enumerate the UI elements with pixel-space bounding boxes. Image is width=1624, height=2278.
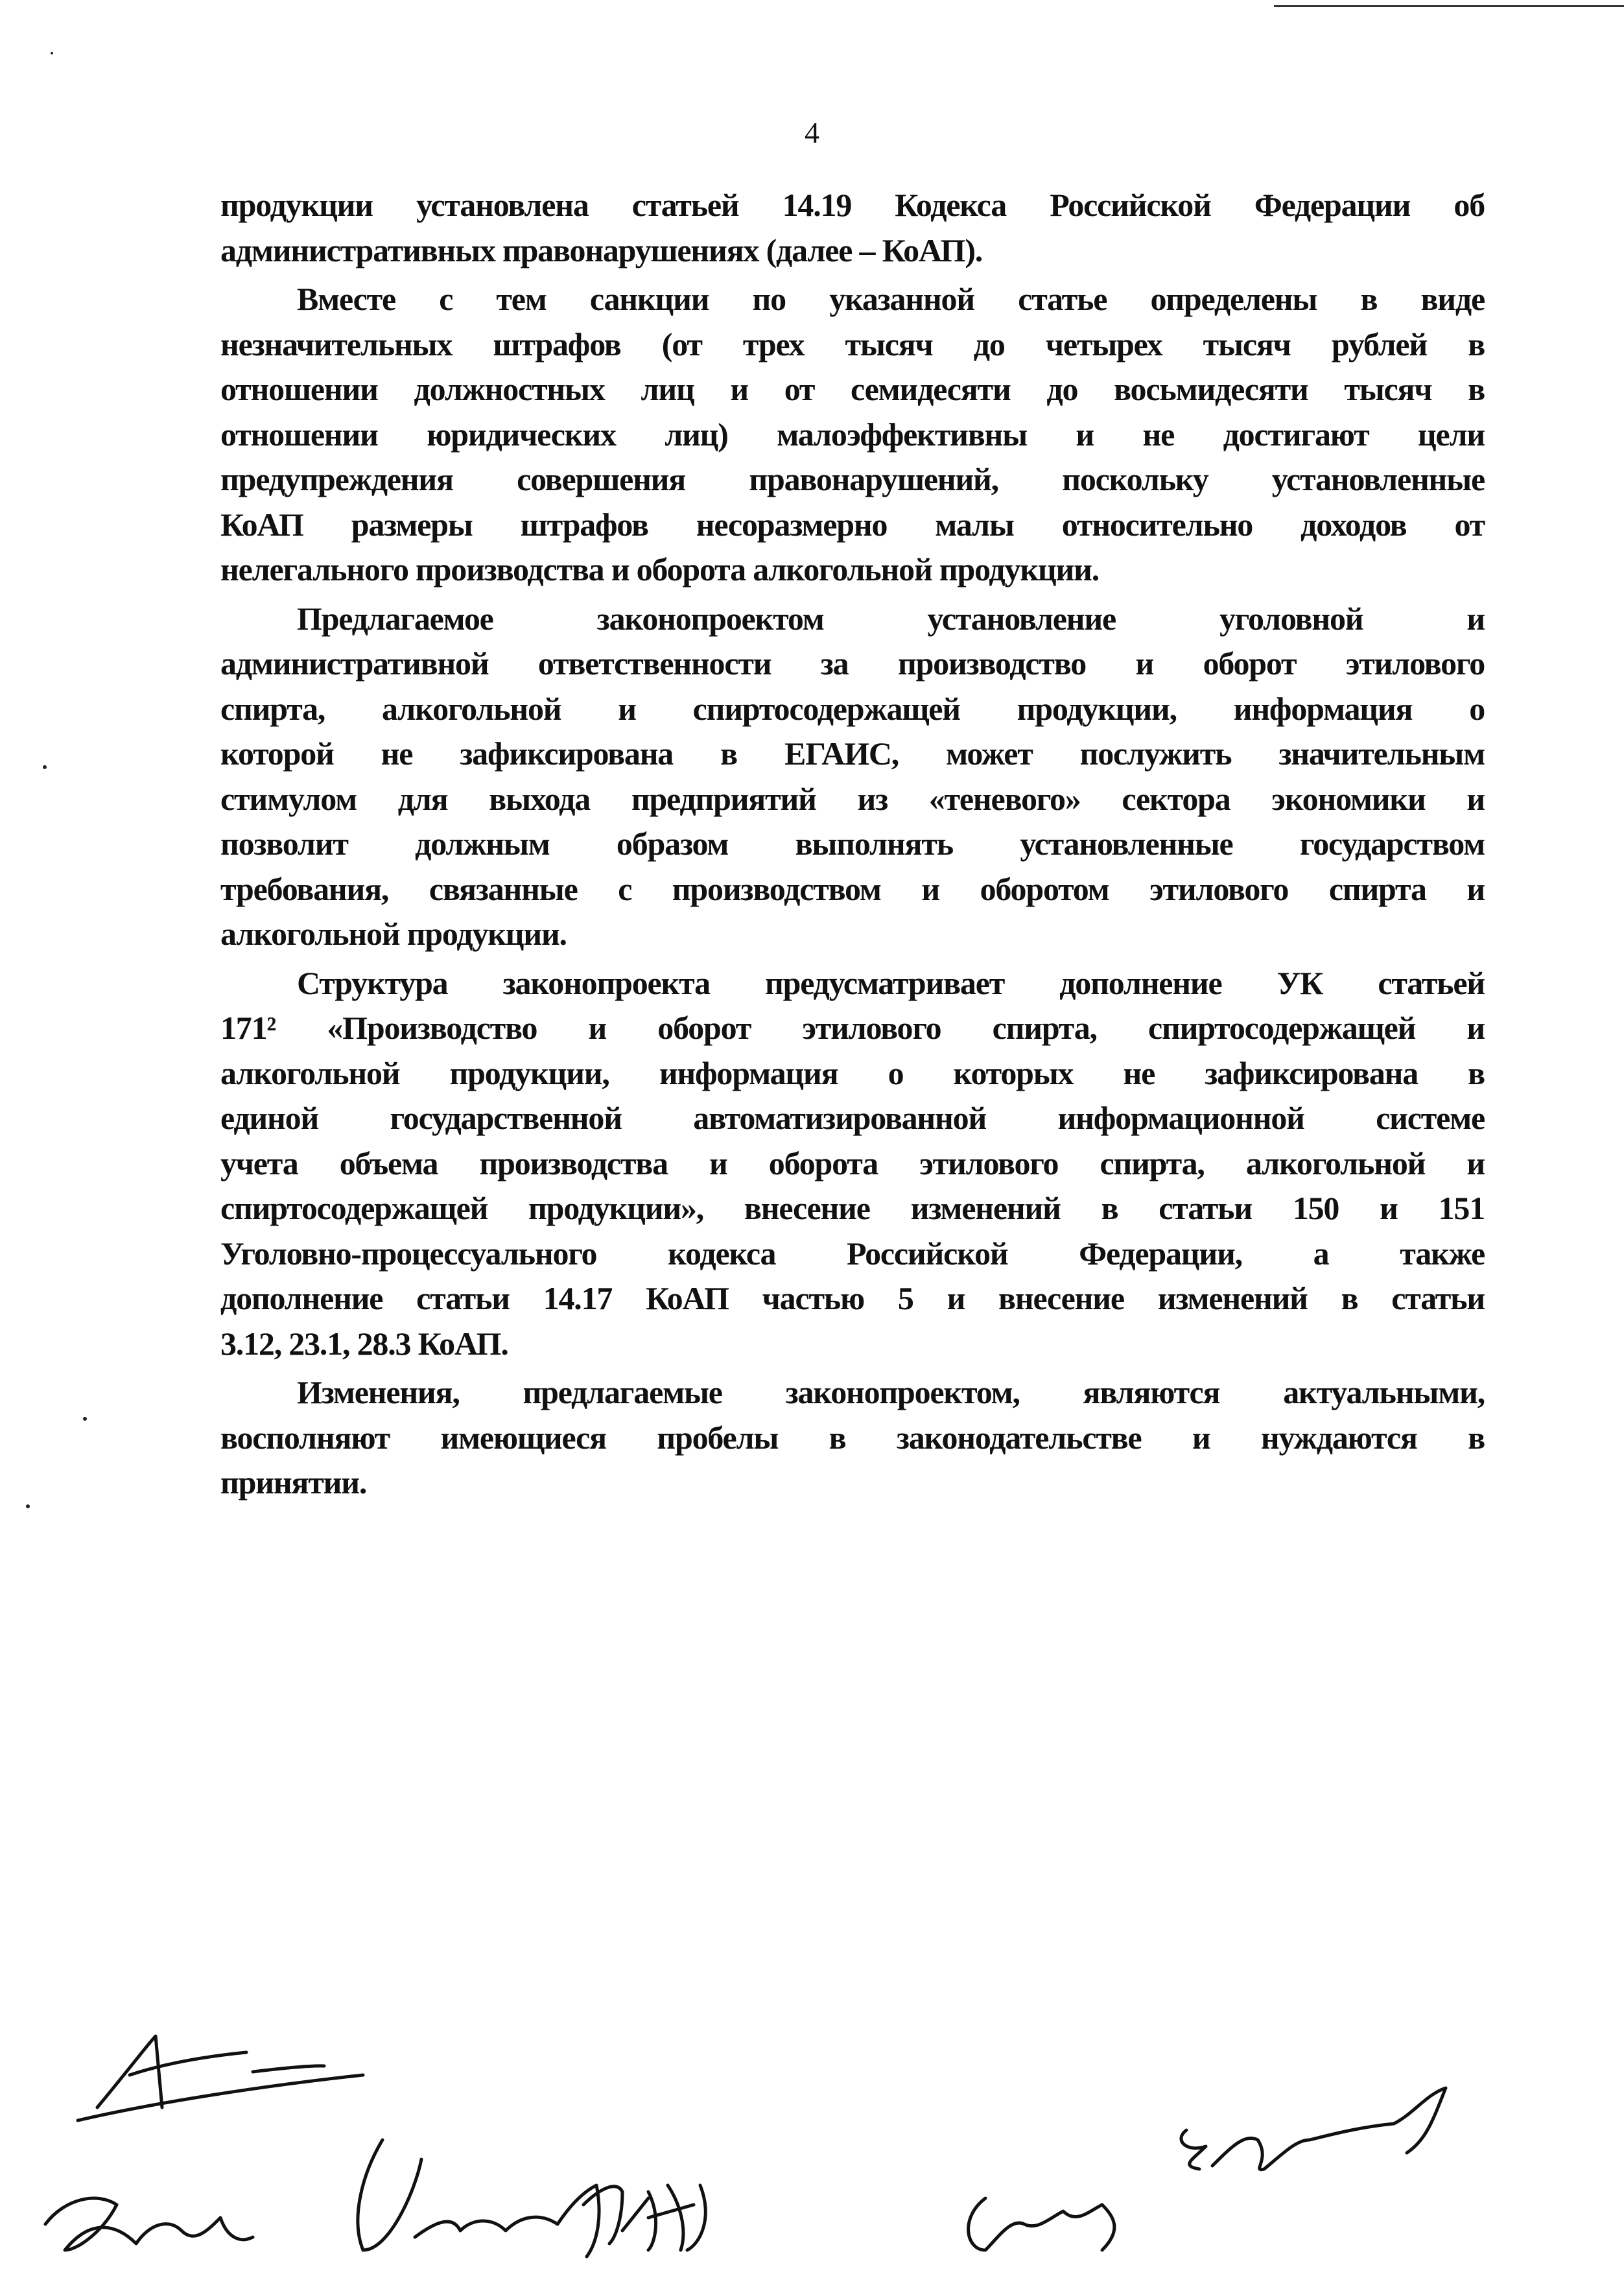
text-line: Предлагаемое законопроектом установление уголовной и [297,600,1485,637]
text-line: позволит должным образом выполнять установленные государством [220,825,1485,862]
text-line: 171² «Производство и оборот этилового спирта, спиртосодержащей и [220,1010,1485,1046]
text-line: единой государственной автоматизированной информационной системе [220,1100,1485,1136]
text-line: Уголовно-процессуального кодекса Российской Федерации, а также [220,1235,1485,1272]
signature-4 [583,2185,705,2250]
text-line: административных правонарушениях (далее – КоАП). [220,231,983,268]
signature-3 [358,2140,599,2257]
text-line: которой не зафиксирована в ЕГАИС, может послужить значительным [220,735,1485,772]
text-line: стимулом для выхода предприятий из «теневого» сектора экономики и [220,780,1485,817]
text-line: административной ответственности за производство и оборот этилового [220,645,1485,682]
signature-6 [1181,2088,1446,2170]
text-line: требования, связанные с производством и оборотом этилового спирта и [220,870,1485,907]
page-number: 4 [805,116,819,149]
text-line: принятии. [220,1464,367,1501]
text-line: Изменения, предлагаемые законопроектом, являются актуальными, [297,1374,1485,1410]
text-line: отношении должностных лиц и от семидесяти до восьмидесяти тысяч в [220,371,1485,407]
text-line: спирта, алкогольной и спиртосодержащей продукции, информация о [220,690,1485,727]
text-line: спиртосодержащей продукции», внесение изменений в статьи 150 и 151 [220,1190,1485,1226]
text-line: дополнение статьи 14.17 КоАП частью 5 и внесение изменений в статьи [220,1280,1485,1316]
text-line: учета объема производства и оборота этилового спирта, алкогольной и [220,1145,1485,1181]
text-line: 3.12, 23.1, 28.3 КоАП. [220,1325,508,1362]
text-line: предупреждения совершения правонарушений, поскольку установленные [220,461,1485,497]
signature-5 [969,2198,1114,2250]
text-line: восполняют имеющиеся пробелы в законодательстве и нуждаются в [220,1419,1485,1456]
text-line: незначительных штрафов (от трех тысяч до четырех тысяч рублей в [220,326,1485,362]
signature-1 [78,2036,363,2120]
text-line: КоАП размеры штрафов несоразмерно малы относительно доходов от [220,506,1485,543]
text-line: Структура законопроекта предусматривает дополнение УК статьей [297,964,1485,1001]
text-line: алкогольной продукции. [220,916,567,952]
text-line: отношении юридических лиц) малоэффективны и не достигают цели [220,416,1485,453]
text-line: алкогольной продукции, информация о которых не зафиксирована в [220,1054,1485,1091]
text-line: Вместе с тем санкции по указанной статье определены в виде [297,281,1485,317]
text-line: нелегального производства и оборота алкогольной продукции. [220,551,1100,587]
signature-2 [45,2198,253,2250]
text-line: продукции установлена статьей 14.19 Кодекса Российской Федерации об [220,187,1485,223]
